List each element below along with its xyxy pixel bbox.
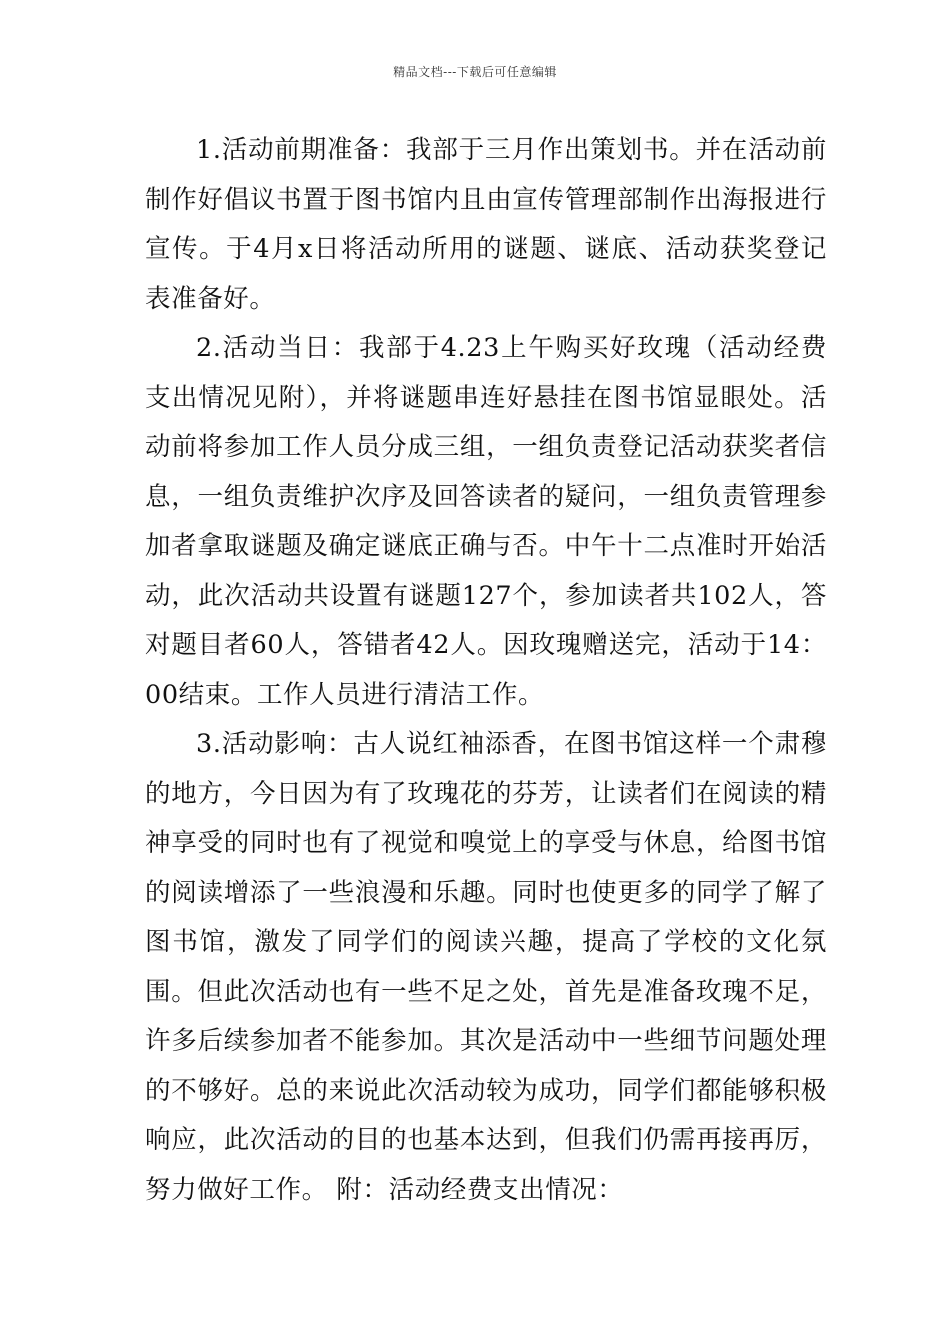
paragraph-impact: 3.活动影响：古人说红袖添香，在图书馆这样一个肃穆的地方，今日因为有了玫瑰花的芬芳，让读者们在阅读的精神享受的同时也有了视觉和嗅觉上的享受与休息，给图书馆的阅读增添了一些浪漫和乐趣。同时也使更多的同学了解了图书馆，激发了同学们的阅读兴趣，提高了学校的文化氛围。但此次活动也有一些不足之处，首先是准备玫瑰不足，许多后续参加者不能参加。其次是活动中一些细节问题处理的不够好。总的来说此次活动较为成功，同学们都能够积极响应，此次活动的目的也基本达到，但我们仍需再接再厉，努力做好工作。 附：活动经费支出情况： xyxy=(145,729,827,1205)
paragraph-preparation: 1.活动前期准备：我部于三月作出策划书。并在活动前制作好倡议书置于图书馆内且由宣传管理部制作出海报进行宣传。于4月x日将活动所用的谜题、谜底、活动获奖登记表准备好。 xyxy=(145,135,827,314)
paragraph-event-day: 2.活动当日：我部于4.23上午购买好玫瑰（活动经费支出情况见附），并将谜题串连好悬挂在图书馆显眼处。活动前将参加工作人员分成三组，一组负责登记活动获奖者信息，一组负责维护次序及回答读者的疑问，一组负责管理参加者拿取谜题及确定谜底正确与否。中午十二点准时开始活动，此次活动共设置有谜题127个，参加读者共102人，答对题目者60人，答错者42人。因玫瑰赠送完，活动于14：00结束。工作人员进行清洁工作。 xyxy=(145,333,827,710)
page-header: 精品文档---下载后可任意编辑 xyxy=(393,65,557,79)
document-body xyxy=(145,126,827,1215)
